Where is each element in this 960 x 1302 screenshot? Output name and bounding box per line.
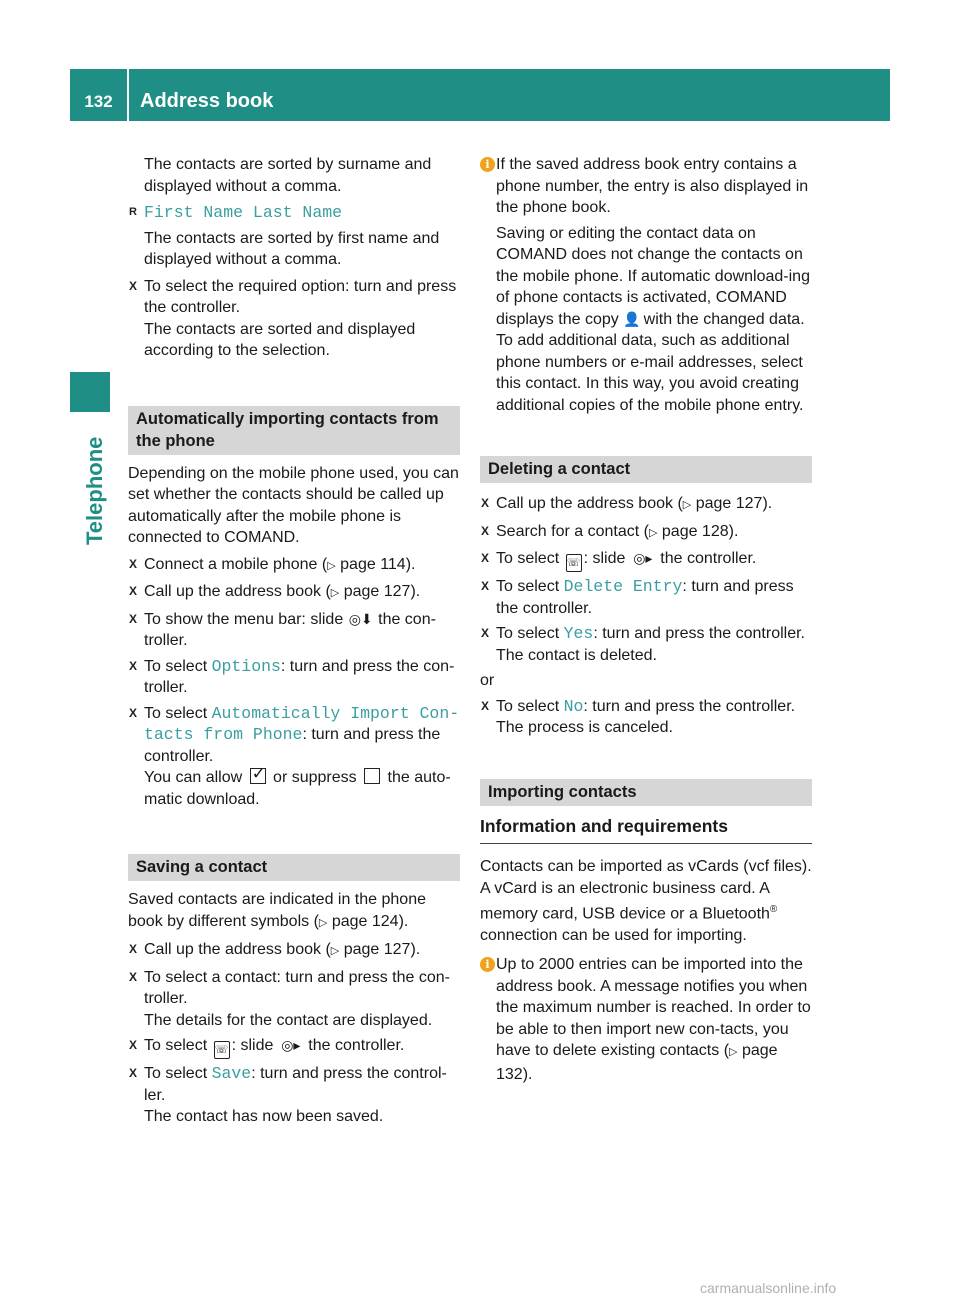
step-text: the con-troller. bbox=[144, 610, 436, 649]
person-copy-icon: 👤 bbox=[623, 310, 641, 327]
step-arrow-icon: X bbox=[129, 1038, 138, 1052]
import-intro bbox=[480, 856, 812, 946]
controller-slide-down-icon: ◎⬇ bbox=[348, 610, 373, 627]
page-number: 132 bbox=[84, 92, 113, 111]
page-ref-icon: ▷ bbox=[327, 559, 336, 572]
controller-slide-right-icon: ◎▸ bbox=[281, 1037, 301, 1053]
step-text: : turn and press the controller. bbox=[593, 625, 805, 642]
step-text: To select a contact: turn and press the con-troller. bbox=[144, 968, 450, 1007]
bullet-icon: R bbox=[129, 206, 137, 218]
list-item bbox=[480, 493, 812, 517]
list-item bbox=[480, 521, 812, 545]
list-item bbox=[128, 581, 460, 605]
step-text: : slide bbox=[231, 1037, 278, 1054]
list-item bbox=[128, 609, 460, 652]
section-heading-saving: Saving a contact bbox=[128, 854, 460, 881]
registered-mark: ® bbox=[769, 904, 778, 915]
step-text: Call up the address book ( bbox=[144, 583, 331, 600]
page-ref-link[interactable]: page 127). bbox=[343, 583, 421, 600]
step-arrow-icon: X bbox=[129, 942, 138, 956]
step-text: To select bbox=[496, 578, 564, 595]
menu-yes: Yes bbox=[563, 624, 594, 643]
page-ref-icon: ▷ bbox=[330, 945, 340, 957]
list-item bbox=[128, 276, 460, 362]
phone-book-icon: ☏ bbox=[214, 1041, 230, 1059]
step-text: Call up the address book ( bbox=[144, 941, 331, 958]
page-ref-link[interactable]: page 132). bbox=[496, 1042, 778, 1083]
menu-auto-import-1: Automatically Import Con‐ bbox=[211, 703, 460, 723]
subheading-info-requirements: Information and requirements bbox=[480, 816, 812, 845]
info-note bbox=[480, 154, 812, 416]
step-text: : turn and press the control-ler. bbox=[144, 1065, 447, 1104]
list-item bbox=[480, 696, 812, 739]
list-item bbox=[128, 703, 460, 811]
step-text: To select bbox=[496, 697, 564, 715]
list-item bbox=[480, 576, 812, 619]
page-title: Address book bbox=[140, 90, 274, 112]
step-arrow-icon: X bbox=[129, 1066, 138, 1080]
step-arrow-icon: X bbox=[129, 969, 138, 984]
page-ref-icon: ▷ bbox=[330, 587, 340, 599]
or-text: or bbox=[480, 672, 495, 689]
page-ref-link[interactable]: page 114). bbox=[340, 555, 416, 573]
step-text: To select bbox=[144, 1037, 212, 1054]
step-text: : turn and press the con-troller. bbox=[144, 657, 455, 696]
step-text: : turn and press the controller. bbox=[583, 697, 796, 715]
chapter-label: Telephone bbox=[82, 436, 107, 545]
import-intro-text: Contacts can be imported as vCards (vcf files). A vCard is an electronic business card. A memory card, USB device or a Bluetooth bbox=[480, 858, 812, 923]
step-text: Call up the address book ( bbox=[496, 495, 683, 512]
page-ref-icon: ▷ bbox=[318, 916, 328, 929]
step-text: the controller. bbox=[303, 1037, 405, 1054]
step-text: To show the menu bar: slide bbox=[144, 610, 348, 628]
section-heading-importing: Importing contacts bbox=[480, 779, 812, 806]
info-text bbox=[496, 954, 812, 1085]
saving-intro bbox=[128, 889, 460, 934]
list-item bbox=[480, 623, 812, 666]
step-text: the auto-matic download. bbox=[144, 769, 451, 808]
step-result: The contact is deleted. bbox=[496, 646, 657, 664]
header-divider bbox=[127, 69, 129, 121]
menu-delete-entry: Delete Entry bbox=[563, 577, 683, 596]
step-text: To select bbox=[496, 550, 564, 567]
step-result: The contacts are sorted and displayed according to the selection. bbox=[144, 320, 416, 359]
step-result: The details for the contact are displayed. bbox=[144, 1011, 433, 1029]
step-text: : turn and press the controller. bbox=[144, 726, 441, 765]
info-text bbox=[496, 223, 812, 417]
page-ref-icon: ▷ bbox=[729, 1046, 738, 1059]
phone-book-icon: ☏ bbox=[566, 554, 582, 572]
step-text: the controller. bbox=[655, 550, 757, 567]
checkbox-checked-icon bbox=[250, 768, 266, 784]
list-item bbox=[128, 939, 460, 963]
info-icon: i bbox=[480, 157, 495, 172]
right-column bbox=[480, 154, 812, 1085]
list-item bbox=[128, 1063, 460, 1128]
step-text: : turn and press the controller. bbox=[496, 578, 794, 617]
step-arrow-icon: X bbox=[481, 551, 490, 565]
list-item bbox=[480, 548, 812, 572]
list-item bbox=[128, 967, 460, 1032]
info-text-part: Up to 2000 entries can be imported into the address book. A message notifies you when the maximum number is reached. In order to be able to then import new con-tacts, you have to delete existing contacts ( bbox=[496, 956, 811, 1060]
step-result: The process is canceled. bbox=[496, 719, 673, 736]
auto-import-intro: Depending on the mobile phone used, you can set whether the contacts should be called up automatically after the mobile phone is connected to COMAND. bbox=[128, 464, 459, 546]
step-text: To select bbox=[144, 704, 212, 722]
step-arrow-icon: X bbox=[481, 698, 490, 713]
page-ref-icon: ▷ bbox=[682, 499, 692, 511]
page-ref-link[interactable]: page 128). bbox=[661, 522, 739, 540]
step-text: Connect a mobile phone ( bbox=[144, 555, 328, 573]
step-arrow-icon: X bbox=[481, 523, 490, 538]
list-item bbox=[128, 554, 460, 578]
info-text-part: with the changed data. To add additional data, such as additional phone numbers or e-mail addresses, select this contact. In this way, you avoid creating additional copies of the mobile phone entry. bbox=[496, 310, 805, 414]
info-text-part: Saving or editing the contact data on COMAND does not change the contacts on the mobile phone. If automatic download-ing of phone contacts is activated, COMAND displays the copy bbox=[496, 224, 810, 328]
step-text: To select bbox=[144, 657, 212, 675]
option-first-name-last-name: First Name Last Name bbox=[144, 203, 343, 222]
page-ref-icon: ▷ bbox=[648, 526, 658, 539]
controller-slide-right-icon: ◎▸ bbox=[633, 550, 653, 566]
section-heading-deleting: Deleting a contact bbox=[480, 456, 812, 483]
menu-no: No bbox=[563, 696, 584, 716]
step-text: : slide bbox=[583, 550, 630, 567]
step-text: You can allow bbox=[144, 769, 247, 786]
menu-save: Save bbox=[211, 1064, 252, 1083]
step-arrow-icon: X bbox=[129, 584, 138, 598]
step-arrow-icon: X bbox=[481, 626, 490, 640]
step-text: To select the required option: turn and press the controller. bbox=[144, 277, 457, 316]
list-item bbox=[128, 202, 460, 224]
left-column bbox=[128, 154, 460, 1132]
list-item bbox=[128, 656, 460, 699]
saving-intro-text: Saved contacts are indicated in the phone book by different symbols ( bbox=[128, 891, 426, 930]
menu-options: Options bbox=[211, 656, 281, 676]
checkbox-empty-icon bbox=[364, 768, 380, 784]
step-arrow-icon: X bbox=[481, 496, 490, 510]
step-text: Search for a contact ( bbox=[496, 522, 649, 540]
step-arrow-icon: X bbox=[129, 658, 138, 673]
page-ref-link[interactable]: page 127). bbox=[343, 941, 421, 958]
menu-auto-import-2: tacts from Phone bbox=[144, 725, 303, 744]
step-arrow-icon: X bbox=[481, 579, 490, 593]
watermark: carmanualsonline.info bbox=[700, 1280, 837, 1296]
sort-firstname-desc: The contacts are sorted by first name and displayed without a comma. bbox=[144, 229, 440, 268]
step-arrow-icon: X bbox=[129, 705, 138, 720]
step-text: To select bbox=[496, 625, 564, 642]
sort-surname-desc: The contacts are sorted by surname and displayed without a comma. bbox=[144, 156, 432, 195]
info-icon: i bbox=[480, 957, 495, 972]
info-note bbox=[480, 954, 812, 1085]
step-arrow-icon: X bbox=[129, 611, 138, 626]
section-heading-auto-import: Automatically importing contacts from the phone bbox=[128, 406, 460, 455]
page-ref-link[interactable]: page 127). bbox=[695, 495, 773, 512]
step-arrow-icon: X bbox=[129, 278, 138, 293]
step-arrow-icon: X bbox=[129, 556, 138, 571]
step-result: The contact has now been saved. bbox=[144, 1108, 384, 1125]
step-text: or suppress bbox=[268, 769, 362, 786]
info-text: If the saved address book entry contains a phone number, the entry is also displayed in the phone book. bbox=[496, 156, 809, 216]
import-intro-text: connection can be used for importing. bbox=[480, 926, 747, 944]
page-ref-link[interactable]: page 124). bbox=[331, 912, 409, 930]
step-text: To select bbox=[144, 1065, 212, 1082]
list-item bbox=[128, 1035, 460, 1059]
